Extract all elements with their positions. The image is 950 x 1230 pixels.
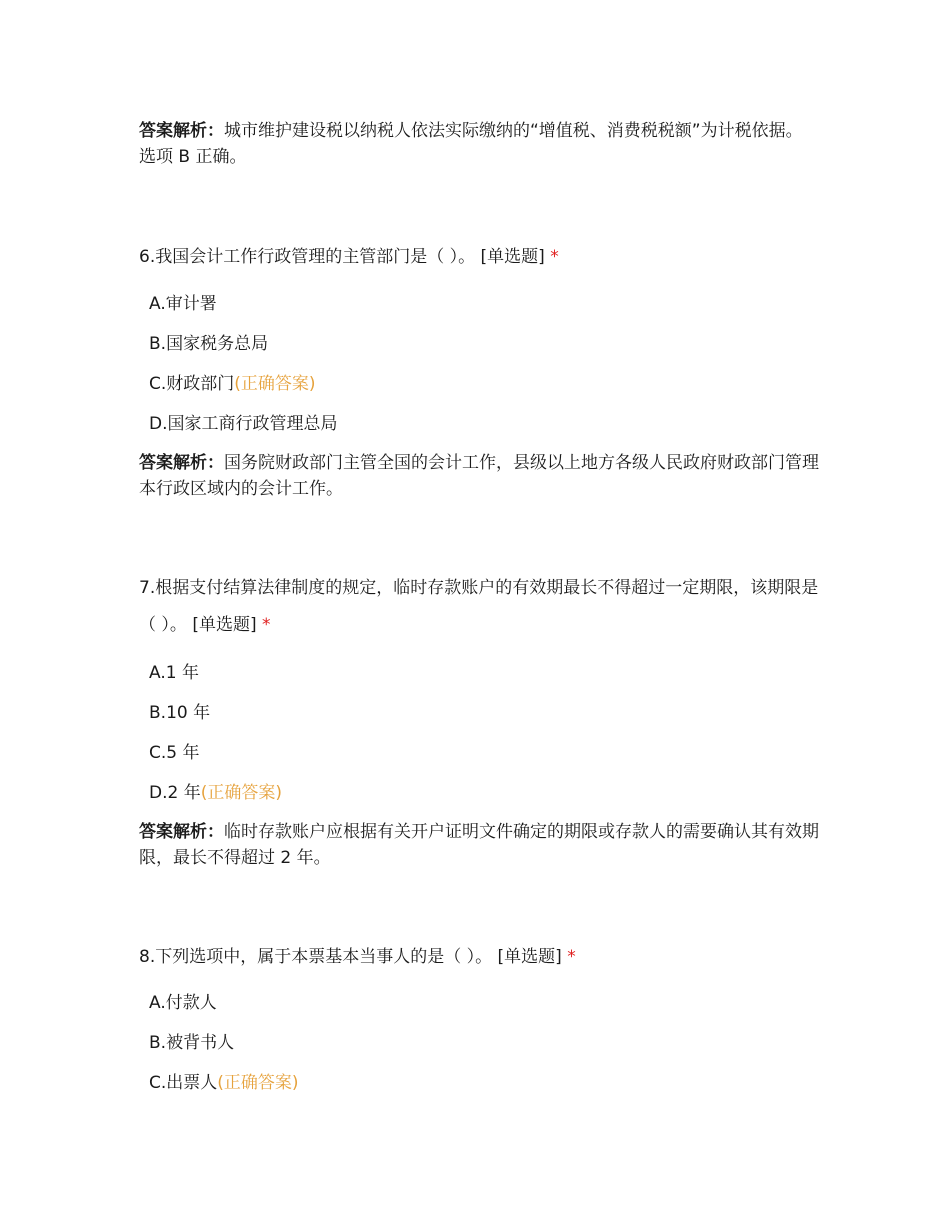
analysis-label: 答案解析：: [139, 121, 224, 141]
analysis-block-5: [139, 118, 819, 170]
required-mark: *: [550, 247, 559, 267]
analysis-paragraph: [139, 450, 819, 502]
correct-answer-tag: (正确答案): [217, 1073, 299, 1093]
question-8-options: [139, 983, 819, 1103]
analysis-paragraph: [139, 118, 819, 170]
option-a: [139, 653, 819, 693]
option-label: C.财政部门: [149, 374, 235, 394]
option-a: [139, 983, 819, 1023]
option-a: [139, 284, 819, 324]
option-c: [139, 733, 819, 773]
option-label: D.2 年: [149, 783, 201, 803]
option-b: [139, 1023, 819, 1063]
question-type: [单选题]: [497, 947, 562, 967]
analysis-text: 城市维护建设税以纳税人依法实际缴纳的“增值税、消费税税额”为计税依据。选项 B 正确。: [139, 121, 803, 167]
question-6-options: [139, 284, 819, 444]
correct-answer-tag: (正确答案): [200, 783, 282, 803]
option-b: [139, 693, 819, 733]
question-type: [单选题]: [192, 615, 257, 635]
analysis-paragraph: [139, 819, 819, 871]
option-label: D.国家工商行政管理总局: [149, 414, 338, 434]
option-label: A.付款人: [149, 993, 217, 1013]
option-c: [139, 364, 819, 404]
question-text: 7.根据支付结算法律制度的规定，临时存款账户的有效期最长不得超过一定期限，该期限是（ ）。: [139, 578, 819, 635]
question-6: [139, 239, 819, 276]
analysis-text: 国务院财政部门主管全国的会计工作，县级以上地方各级人民政府财政部门管理本行政区域内的会计工作。: [139, 453, 819, 499]
option-label: B.10 年: [149, 703, 211, 723]
required-mark: *: [567, 947, 576, 967]
analysis-label: 答案解析：: [139, 453, 224, 473]
question-type: [单选题]: [480, 247, 545, 267]
option-c: [139, 1063, 819, 1103]
option-label: A.1 年: [149, 663, 199, 683]
analysis-block-7: [139, 819, 819, 871]
question-title: [139, 239, 819, 276]
required-mark: *: [261, 615, 271, 635]
option-d: [139, 404, 819, 444]
option-label: B.国家税务总局: [149, 334, 269, 354]
option-d: [139, 773, 819, 813]
option-b: [139, 324, 819, 364]
question-8: [139, 939, 819, 976]
question-title: [139, 570, 819, 644]
option-label: C.出票人: [149, 1073, 218, 1093]
analysis-block-6: [139, 450, 819, 502]
question-text: 8.下列选项中，属于本票基本当事人的是（ ）。: [139, 947, 493, 967]
option-label: B.被背书人: [149, 1033, 235, 1053]
analysis-text: 临时存款账户应根据有关开户证明文件确定的期限或存款人的需要确认其有效期限，最长不得超过 2 年。: [139, 822, 819, 868]
analysis-label: 答案解析：: [139, 822, 224, 842]
question-7: [139, 570, 819, 644]
question-7-options: [139, 653, 819, 813]
correct-answer-tag: (正确答案): [234, 374, 316, 394]
option-label: A.审计署: [149, 294, 217, 314]
question-text: 6.我国会计工作行政管理的主管部门是（ ）。: [139, 247, 476, 267]
option-label: C.5 年: [149, 743, 200, 763]
question-title: [139, 939, 819, 976]
